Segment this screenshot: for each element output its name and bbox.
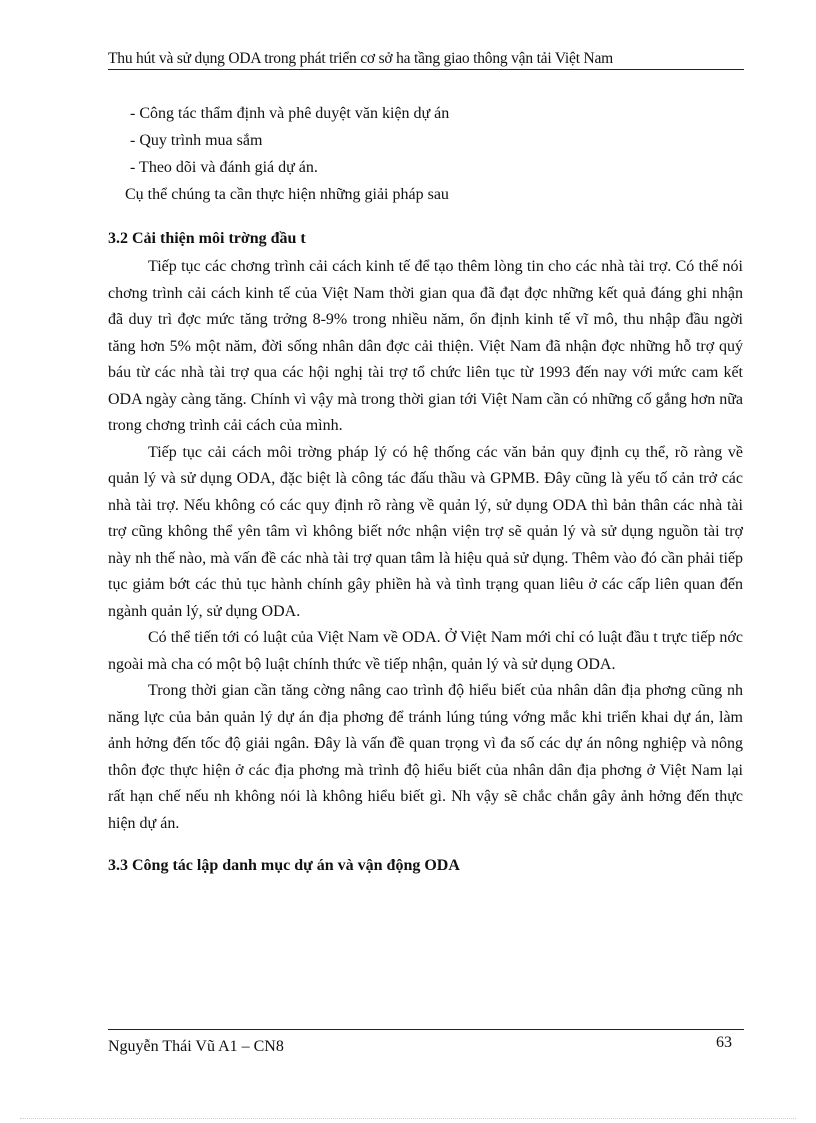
paragraph: Tiếp tục các chơng trình cải cách kinh tế để tạo thêm lòng tin cho các nhà tài trợ. Có thể nói chơng trình cải cách kinh tế của Việt Nam thời gian qua đã đạt đợc những kết quả đáng ghi nhận đã duy trì đợc mức tăng trởng 8-9% trong nhiều năm, ổn định kinh tế vĩ mô, thu nhập đầu ngời tăng hơn 5% một năm, đời sống nhân dân đợc cải thiện. Việt Nam đã nhận đợc những hỗ trợ quý báu từ các nhà tài trợ qua các hội nghị tài trợ tổ chức liên tục từ 1993 đến nay với mức cam kết ODA ngày càng tăng. Chính vì vậy mà trong thời gian tới Việt Nam cần có những cố gắng hơn nữa trong chơng trình cải cách của mình. [108,258,743,434]
bullet-item: - Quy trình mua sắm [130,132,263,149]
bullet-item: - Theo dõi và đánh giá dự án. [130,159,318,176]
running-header: Thu hút và sử dụng ODA trong phát triển cơ sở ha tầng giao thông vận tải Việt Nam [108,50,614,67]
paragraph: Tiếp tục cải cách môi trờng pháp lý có hệ thống các văn bản quy định cụ thể, rõ ràng về quản lý và sử dụng ODA, đặc biệt là công tác đấu thầu và GPMB. Đây cũng là yếu tố cản trở các nhà tài trợ. Nếu không có các quy định rõ ràng về quản lý, sử dụng ODA thì bản thân các nhà tài trợ cũng không thể yên tâm vì không biết nớc nhận viện trợ sẽ quản lý và sử dụng nguồn tài trợ này nh thế nào, mà vấn đề các nhà tài trợ quan tâm là hiệu quả sử dụng. Thêm vào đó cần phải tiếp tục giảm bớt các thủ tục hành chính gây phiền hà và tình trạng quan liêu ở các cấp liên quan đến ngành quản lý, sử dụng ODA. [108,443,743,620]
page-number: 63 [716,1034,732,1051]
page-bottom-border [20,1118,796,1119]
section-heading-3-3: 3.3 Công tác lập danh mục dự án và vận động ODA [108,857,460,874]
paragraph: Có thể tiến tới có luật của Việt Nam về ODA. Ở Việt Nam mới chỉ có luật đầu t trực tiếp nớc ngoài mà cha có một bộ luật chính thức về tiếp nhận, quản lý và sử dụng ODA. [108,629,743,673]
bullet-item: - Công tác thẩm định và phê duyệt văn kiện dự án [130,105,450,122]
footer-rule [108,1029,744,1030]
page-body [108,100,743,879]
footer-author: Nguyễn Thái Vũ A1 – CN8 [108,1038,284,1055]
paragraph: Trong thời gian cần tăng cờng nâng cao trình độ hiểu biết của nhân dân địa phơng cũng nh năng lực của bản quản lý dự án địa phơng để tránh lúng túng vớng mắc khi triển khai dự án, làm ảnh hởng đến tốc độ giải ngân. Đây là vấn đề quan trọng vì đa số các dự án nông nghiệp và nông thôn đợc thực hiện ở các địa phơng mà trình độ hiểu biết của nhân dân địa phơng ở Việt Nam lại rất hạn chế nếu nh không nói là không hiểu biết gì. Nh vậy sẽ chắc chắn gây ảnh hởng đến thực hiện dự án. [108,682,743,832]
lead-sentence: Cụ thể chúng ta cần thực hiện những giải pháp sau [125,186,449,203]
section-heading-3-2: 3.2 Cải thiện môi trờng đầu t [108,230,306,247]
header-rule [108,69,744,70]
